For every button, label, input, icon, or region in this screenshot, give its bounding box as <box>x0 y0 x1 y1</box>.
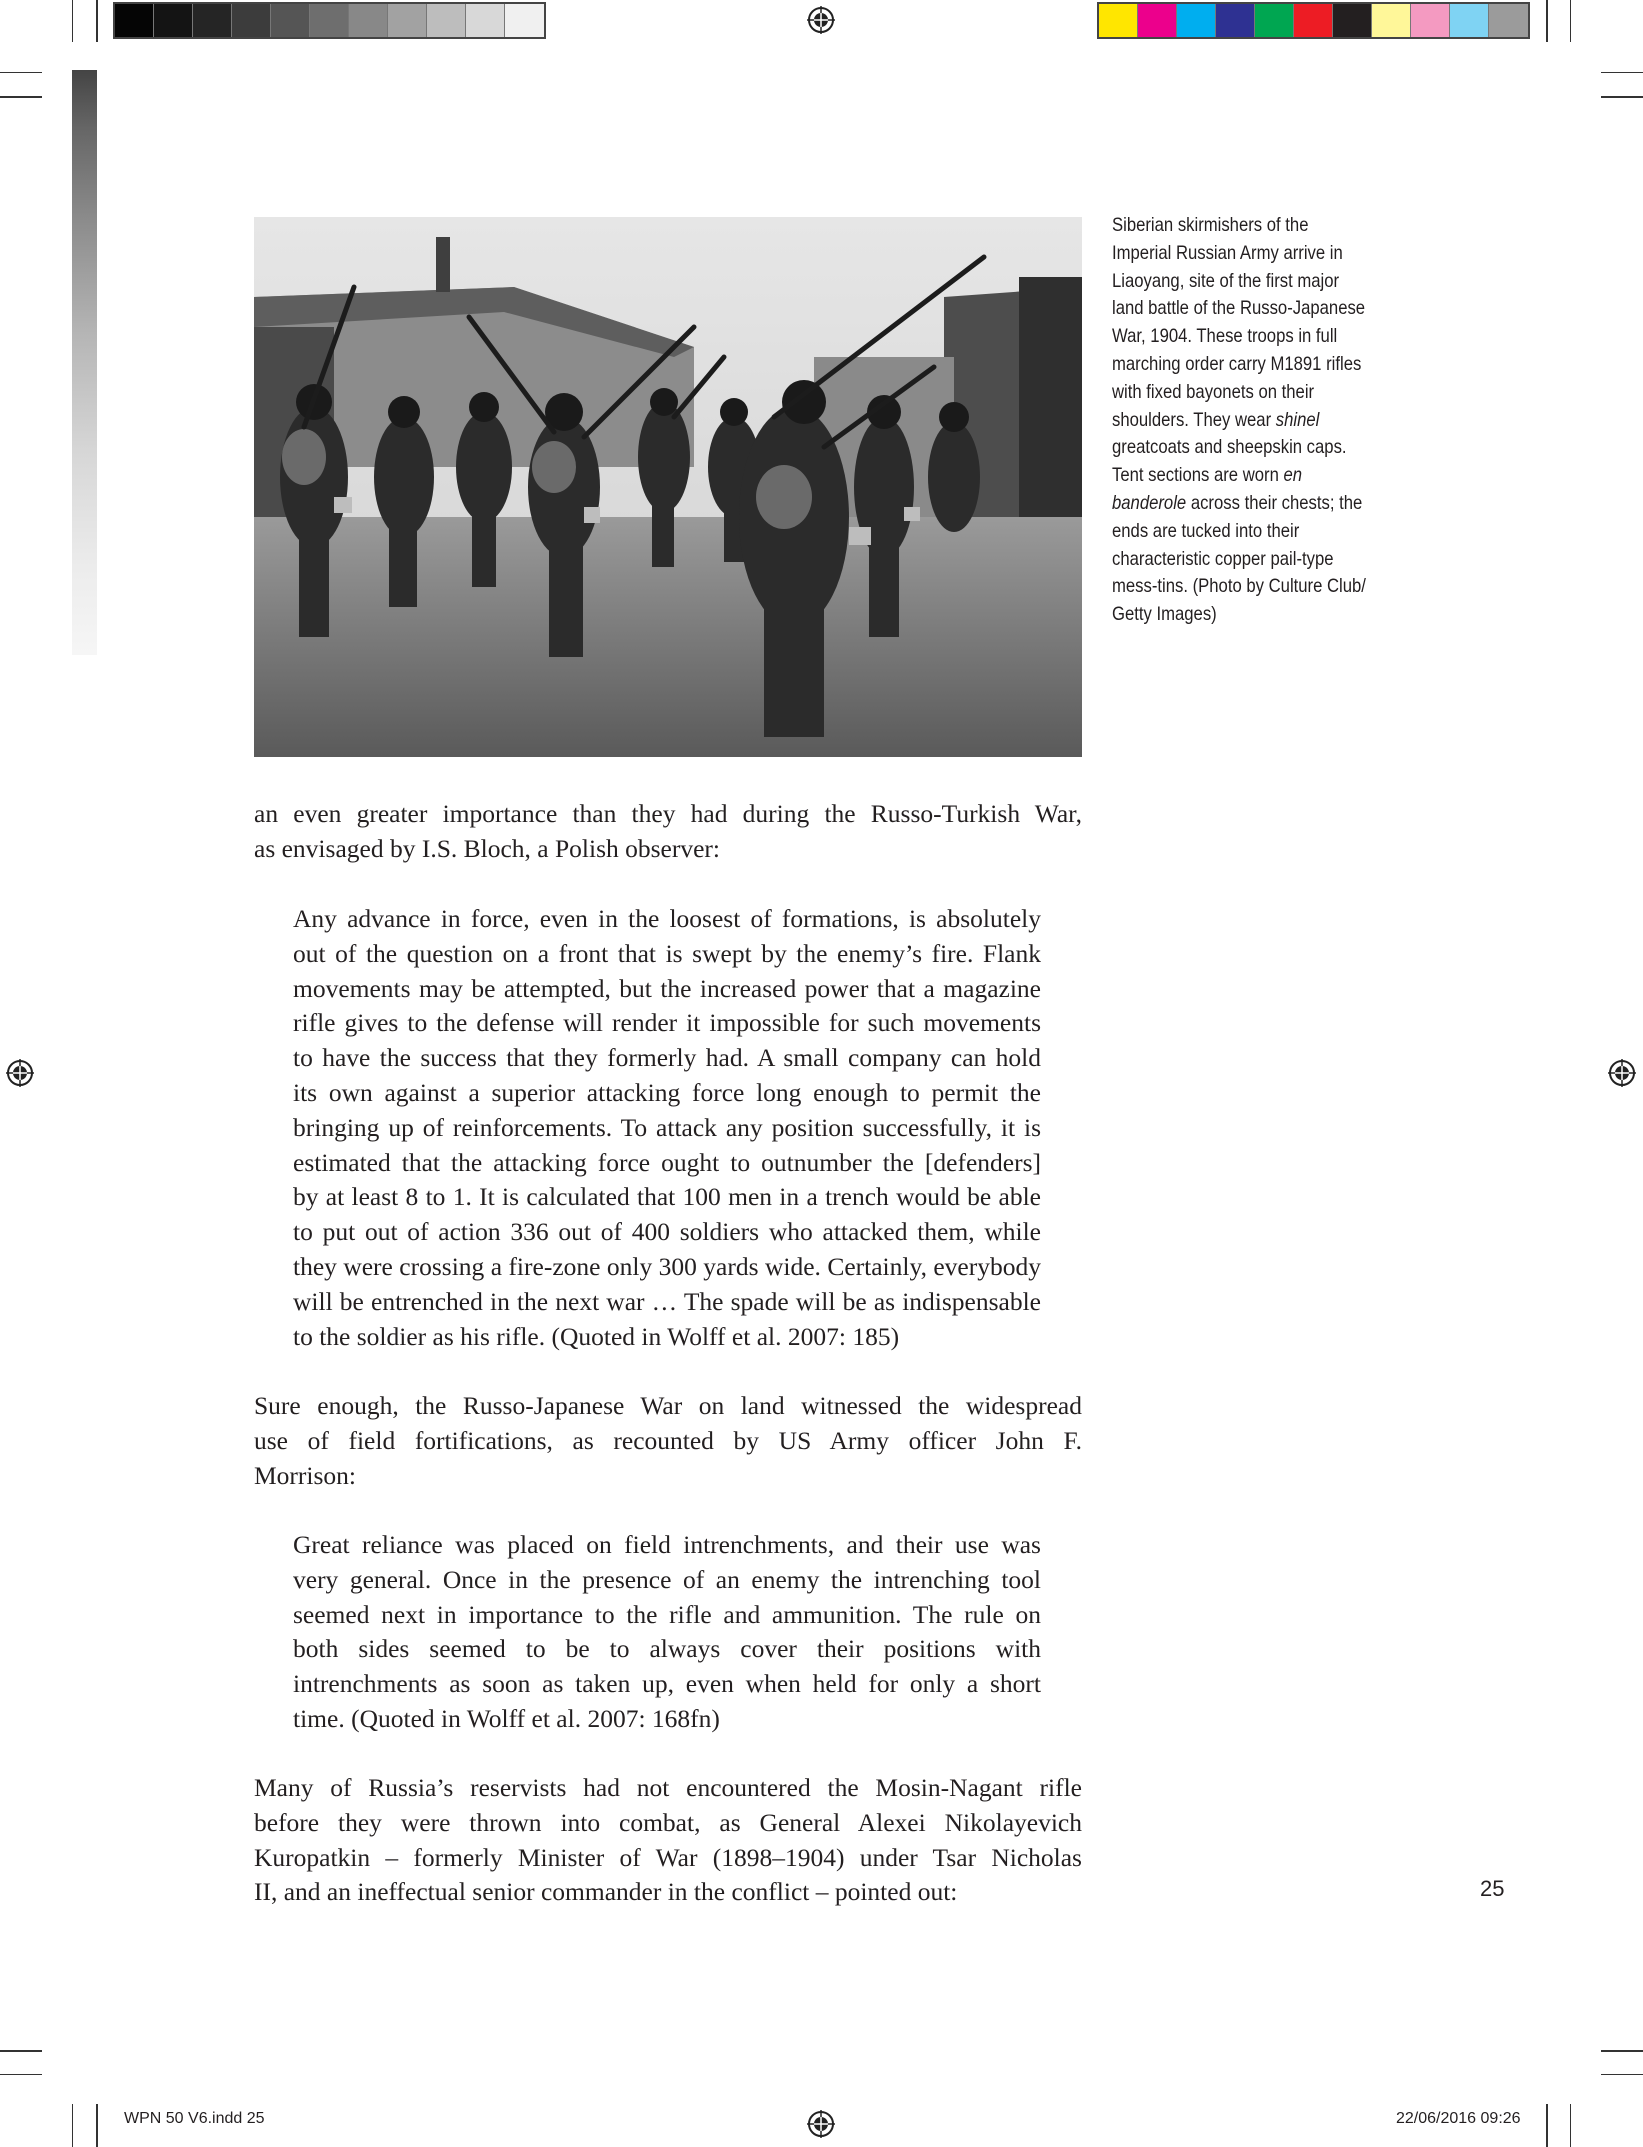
text-line: to have the success that they formerly had. A small company can hold <box>293 1043 1041 1073</box>
color-swatch <box>310 4 349 37</box>
caption-line <box>1112 573 1366 601</box>
text-line: estimated that the attacking force ought to outnumber the [defenders] <box>293 1147 1041 1177</box>
bleed-mark <box>0 72 42 73</box>
color-swatch <box>1333 4 1372 37</box>
text-line: Many of Russia’s reservists had not encountered the Mosin-Nagant rifle <box>254 1773 1082 1802</box>
text-line: to put out of action 336 out of 400 soldiers who attacked them, while <box>293 1217 1041 1247</box>
text-line: use of field fortifications, as recounted by US Army officer John F. <box>254 1425 1082 1455</box>
bleed-mark <box>1601 72 1643 73</box>
text-line: both sides seemed to be to always cover their positions with <box>293 1634 1041 1664</box>
bleed-mark <box>72 2104 73 2147</box>
grayscale-color-bar <box>113 2 546 39</box>
registration-mark-icon <box>1608 1059 1636 1087</box>
bleed-mark <box>1570 2104 1571 2147</box>
color-swatch <box>1099 4 1138 37</box>
bleed-mark <box>0 2074 42 2075</box>
color-swatch <box>388 4 427 37</box>
caption-text: with fixed bayonets on their <box>1112 380 1315 403</box>
caption-text: ends are tucked into their <box>1112 519 1300 542</box>
text-line: as envisaged by I.S. Bloch, a Polish observer: <box>254 833 721 863</box>
color-swatch <box>1294 4 1333 37</box>
caption-text: marching order carry M1891 rifles <box>1112 352 1362 375</box>
text-line: an even greater importance than they had during the Russo-Turkish War, <box>254 799 1082 828</box>
color-swatch <box>1255 4 1294 37</box>
caption-line <box>1112 351 1361 379</box>
text-line: Sure enough, the Russo-Japanese War on land witnessed the widespread <box>254 1391 1082 1420</box>
caption-italic-term: shinel <box>1275 408 1320 431</box>
color-swatch <box>1489 4 1528 37</box>
caption-italic-term: en <box>1283 464 1303 487</box>
body-paragraph <box>254 797 1082 867</box>
color-swatch <box>115 4 154 37</box>
registration-mark-icon <box>807 6 835 34</box>
caption-line <box>1112 462 1361 490</box>
caption-line <box>1112 518 1361 546</box>
caption-line <box>1112 240 1361 268</box>
crop-mark <box>1546 0 1548 42</box>
caption-line <box>1112 268 1361 296</box>
caption-text: mess-tins. (Photo by Culture Club/ <box>1112 575 1366 598</box>
process-color-bar <box>1097 2 1530 39</box>
color-swatch <box>1450 4 1489 37</box>
crop-mark <box>96 0 98 42</box>
slug-timestamp: 22/06/2016 09:26 <box>1396 2110 1521 2127</box>
text-line: will be entrenched in the next war … The spade will be as indispensable <box>293 1286 1041 1316</box>
caption-italic-term: banderole <box>1112 491 1187 514</box>
text-line: by at least 8 to 1. It is calculated that 100 men in a trench would be able <box>293 1182 1041 1212</box>
caption-line <box>1112 546 1361 574</box>
caption-text: land battle of the Russo-Japanese <box>1112 297 1366 320</box>
block-quote <box>293 902 1041 1354</box>
text-line: intrenchments as soon as taken up, even when held for only a short <box>293 1669 1041 1699</box>
color-swatch <box>466 4 505 37</box>
text-line: out of the question on a front that is swept by the enemy’s fire. Flank <box>293 938 1041 968</box>
text-line: bringing up of reinforcements. To attack any position successfully, it is <box>293 1112 1041 1142</box>
caption-line <box>1112 295 1366 323</box>
caption-line <box>1112 407 1361 435</box>
facing-page-bleed-strip <box>72 70 97 655</box>
color-swatch <box>1177 4 1216 37</box>
caption-text: shoulders. They wear <box>1112 408 1276 431</box>
color-swatch <box>1372 4 1411 37</box>
caption-text: greatcoats and sheepskin caps. <box>1112 436 1347 459</box>
caption-text: Liaoyang, site of the first major <box>1112 269 1340 292</box>
text-line: time. (Quoted in Wolff et al. 2007: 168fn) <box>293 1703 720 1733</box>
crop-mark <box>0 2050 42 2052</box>
text-line: very general. Once in the presence of an enemy the intrenching tool <box>293 1564 1041 1594</box>
photograph-soldiers-marching-icon <box>254 217 1082 757</box>
caption-text: across their chests; the <box>1186 491 1363 514</box>
color-swatch <box>505 4 544 37</box>
caption-line <box>1112 323 1361 351</box>
registration-mark-icon <box>807 2110 835 2138</box>
caption-line <box>1112 379 1361 407</box>
photo-caption <box>1112 212 1366 629</box>
text-line: Morrison: <box>254 1460 356 1490</box>
caption-text: Tent sections are worn <box>1112 464 1284 487</box>
color-swatch <box>1138 4 1177 37</box>
caption-text: Imperial Russian Army arrive in <box>1112 241 1343 264</box>
color-swatch <box>1216 4 1255 37</box>
text-line: Any advance in force, even in the loosest of formations, is absolutely <box>293 904 1041 933</box>
page-number: 25 <box>1480 1876 1505 1901</box>
color-swatch <box>232 4 271 37</box>
text-line: seemed next in importance to the rifle and ammunition. The rule on <box>293 1599 1041 1629</box>
color-swatch <box>154 4 193 37</box>
caption-line <box>1112 212 1361 240</box>
color-swatch <box>349 4 388 37</box>
caption-text: Getty Images) <box>1112 603 1217 626</box>
text-line: to the soldier as his rifle. (Quoted in Wolff et al. 2007: 185) <box>293 1321 900 1351</box>
color-swatch <box>427 4 466 37</box>
text-line: rifle gives to the defense will render it impossible for such movements <box>293 1008 1041 1038</box>
caption-text: War, 1904. These troops in full <box>1112 325 1338 348</box>
text-line: its own against a superior attacking force long enough to permit the <box>293 1077 1041 1107</box>
text-line: before they were thrown into combat, as General Alexei Nikolayevich <box>254 1807 1082 1837</box>
text-line: they were crossing a fire-zone only 300 yards wide. Certainly, everybody <box>293 1251 1041 1281</box>
caption-text: characteristic copper pail-type <box>1112 547 1334 570</box>
body-paragraph <box>254 1771 1082 1910</box>
caption-line <box>1112 434 1361 462</box>
registration-mark-icon <box>6 1059 34 1087</box>
crop-mark <box>0 96 42 98</box>
bleed-mark <box>1570 0 1571 42</box>
color-swatch <box>1411 4 1450 37</box>
slug-filename: WPN 50 V6.indd 25 <box>124 2110 265 2127</box>
crop-mark <box>1601 2050 1643 2052</box>
soldiers-photograph <box>254 217 1082 757</box>
body-paragraph <box>254 1389 1082 1493</box>
crop-mark <box>1601 96 1643 98</box>
text-line: Great reliance was placed on field intrenchments, and their use was <box>293 1530 1041 1559</box>
color-swatch <box>271 4 310 37</box>
text-line: II, and an ineffectual senior commander in the conflict – pointed out: <box>254 1877 958 1907</box>
caption-text: Siberian skirmishers of the <box>1112 214 1309 236</box>
caption-line <box>1112 490 1361 518</box>
text-line: Kuropatkin – formerly Minister of War (1898–1904) under Tsar Nicholas <box>254 1842 1082 1872</box>
text-line: movements may be attempted, but the increased power that a magazine <box>293 973 1041 1003</box>
bleed-mark <box>1601 2074 1643 2075</box>
color-swatch <box>193 4 232 37</box>
caption-line <box>1112 601 1361 629</box>
bleed-mark <box>72 0 73 42</box>
crop-mark <box>96 2104 98 2147</box>
crop-mark <box>1546 2104 1548 2147</box>
block-quote <box>293 1528 1041 1737</box>
